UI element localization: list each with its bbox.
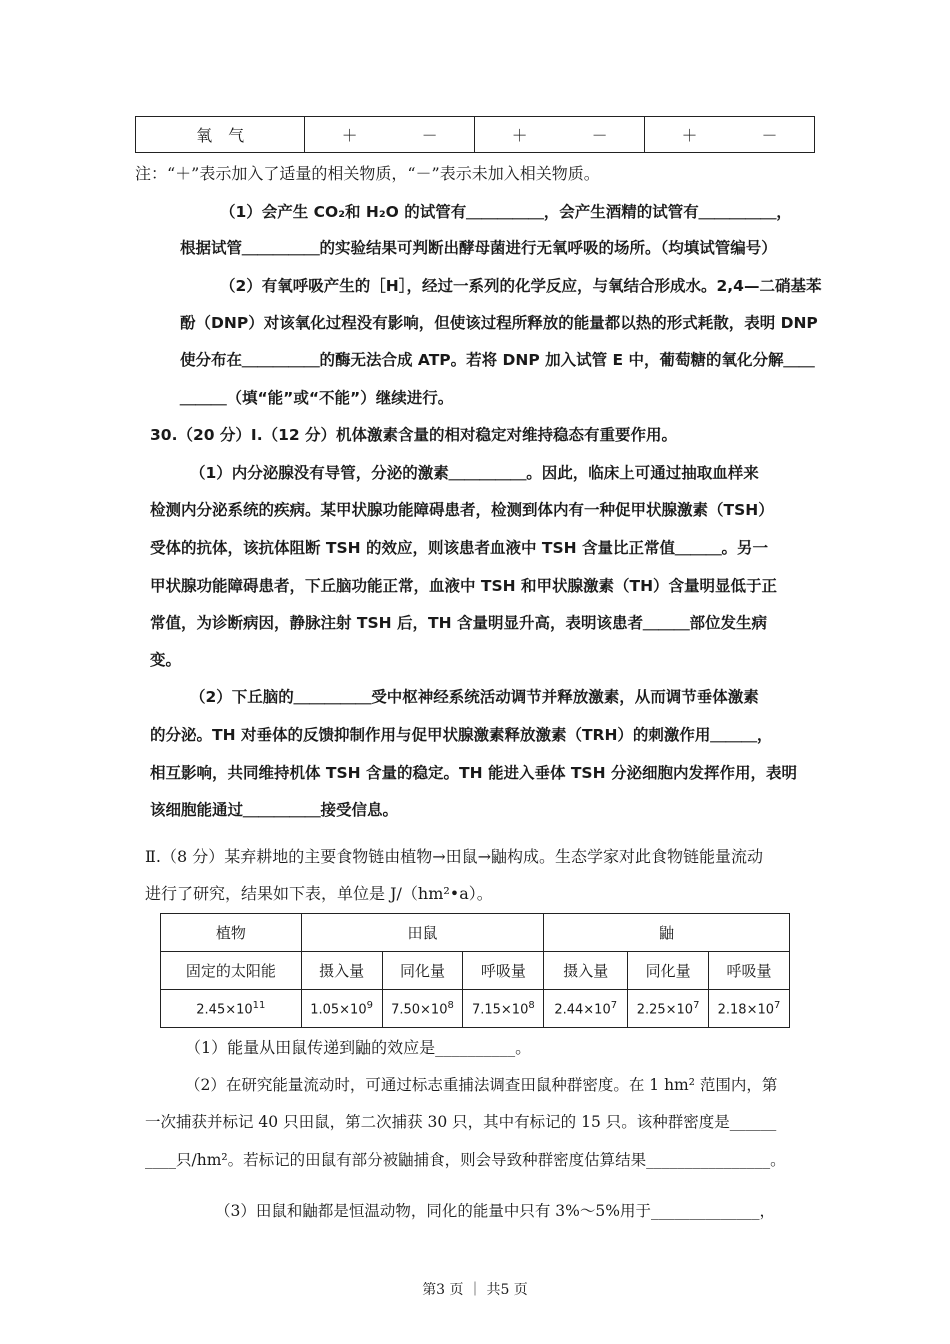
q30-p1-line4: 甲状腺功能障碍患者，下丘脑功能正常，血液中 TSH 和甲状腺激素（TH）含量明显低于正 <box>150 577 778 595</box>
value-cell: $2.44\times 10^7$ <box>544 990 628 1028</box>
part2-q1: （1）能量从田鼠传递到鼬的效应是__________。 <box>185 1038 532 1057</box>
oxygen-cell: ＋ － <box>305 117 475 153</box>
header-vole: 田鼠 <box>301 914 544 952</box>
q30-p1-line1: （1）内分泌腺没有导管，分泌的激素＿＿＿＿＿。因此，临床上可通过抽取血样来 <box>190 464 759 482</box>
page-footer: 第3 页 ｜ 共5 页 <box>422 1282 528 1298</box>
q29-p2-line2: 酚（DNP）对该氧化过程没有影响，但使该过程所释放的能量都以热的形式耗散，表明 DNP <box>180 314 818 332</box>
value-cell: $2.25\times 10^7$ <box>628 990 709 1028</box>
q29-p2-line1: （2）有氧呼吸产生的［H］，经过一系列的化学反应，与氧结合形成水。2,4—二硝基苯 <box>220 277 822 295</box>
energy-table <box>160 913 790 1028</box>
q29-p2-line3: 使分布在＿＿＿＿＿的酶无法合成 ATP。若将 DNP 加入试管 E 中，葡萄糖的氧化分解＿＿ <box>180 351 815 369</box>
q30-p1-line3: 受体的抗体，该抗体阻断 TSH 的效应，则该患者血液中 TSH 含量比正常值＿＿＿。另一 <box>150 539 769 557</box>
q30-p1-line6: 变。 <box>150 651 182 669</box>
q30-p1-line5: 常值，为诊断病因，静脉注射 TSH 后，TH 含量明显升高，表明该患者＿＿＿部位发生病 <box>150 614 767 632</box>
subheader-cell: 摄入量 <box>544 952 628 990</box>
value-cell: $7.15\times 10^8$ <box>463 990 544 1028</box>
subheader-cell: 固定的太阳能 <box>161 952 302 990</box>
header-weasel: 鼬 <box>544 914 790 952</box>
value-cell: $2.18\times 10^7$ <box>709 990 790 1028</box>
header-plant: 植物 <box>161 914 302 952</box>
part2-line1: Ⅱ.（8 分）某弃耕地的主要食物链由植物→田鼠→鼬构成。生态学家对此食物链能量流动 <box>145 847 764 866</box>
part2-line2: 进行了研究，结果如下表，单位是 J/（hm²•a）。 <box>145 884 493 903</box>
oxygen-table <box>135 116 815 153</box>
q30-p2-line3: 相互影响，共同维持机体 TSH 含量的稳定。TH 能进入垂体 TSH 分泌细胞内发挥作用，表明 <box>150 764 797 782</box>
part2-q2-line2: 一次捕获并标记 40 只田鼠，第二次捕获 30 只，其中有标记的 15 只。该种群密度是______ <box>145 1113 777 1131</box>
q30-p2-line1: （2）下丘脑的＿＿＿＿＿受中枢神经系统活动调节并释放激素，从而调节垂体激素 <box>190 688 759 706</box>
part2-q2-line1: （2）在研究能量流动时，可通过标志重捕法调查田鼠种群密度。在 1 hm² 范围内，第 <box>185 1076 778 1094</box>
subheader-cell: 呼吸量 <box>463 952 544 990</box>
q30-p2-line2: 的分泌。TH 对垂体的反馈抑制作用与促甲状腺激素释放激素（TRH）的刺激作用＿＿＿， <box>150 726 773 744</box>
oxygen-cell: ＋ － <box>645 117 815 153</box>
subheader-cell: 同化量 <box>382 952 463 990</box>
subheader-cell: 摄入量 <box>301 952 382 990</box>
subheader-cell: 同化量 <box>628 952 709 990</box>
q29-p1-line2: 根据试管＿＿＿＿＿的实验结果可判断出酵母菌进行无氧呼吸的场所。（均填试管编号） <box>180 239 777 257</box>
q29-p2-line4: ＿＿＿（填“能”或“不能”）继续进行。 <box>180 389 454 407</box>
part2-q3: （3）田鼠和鼬都是恒温动物，同化的能量中只有 3%～5%用于______________， <box>215 1202 775 1220</box>
value-cell: $1.05\times 10^9$ <box>301 990 382 1028</box>
q30-p2-line4: 该细胞能通过＿＿＿＿＿接受信息。 <box>150 801 399 819</box>
table-note: 注：“＋”表示加入了适量的相关物质，“－”表示未加入相关物质。 <box>135 164 600 183</box>
value-cell: $2.45\times 10^{11}$ <box>161 990 302 1028</box>
value-cell: $7.50\times 10^8$ <box>382 990 463 1028</box>
part2-q2-line3: ____只/hm²。若标记的田鼠有部分被鼬捕食，则会导致种群密度估算结果________________。 <box>145 1151 786 1169</box>
oxygen-label: 氧 气 <box>136 117 305 153</box>
q29-p1-line1: （1）会产生 CO₂和 H₂O 的试管有＿＿＿＿＿，会产生酒精的试管有＿＿＿＿＿， <box>220 203 792 221</box>
oxygen-cell: ＋ － <box>475 117 645 153</box>
q30-p1-line2: 检测内分泌系统的疾病。某甲状腺功能障碍患者，检测到体内有一种促甲状腺激素（TSH） <box>150 501 774 519</box>
q30-header: 30.（20 分）Ⅰ.（12 分）机体激素含量的相对稳定对维持稳态有重要作用。 <box>150 426 678 444</box>
subheader-cell: 呼吸量 <box>709 952 790 990</box>
